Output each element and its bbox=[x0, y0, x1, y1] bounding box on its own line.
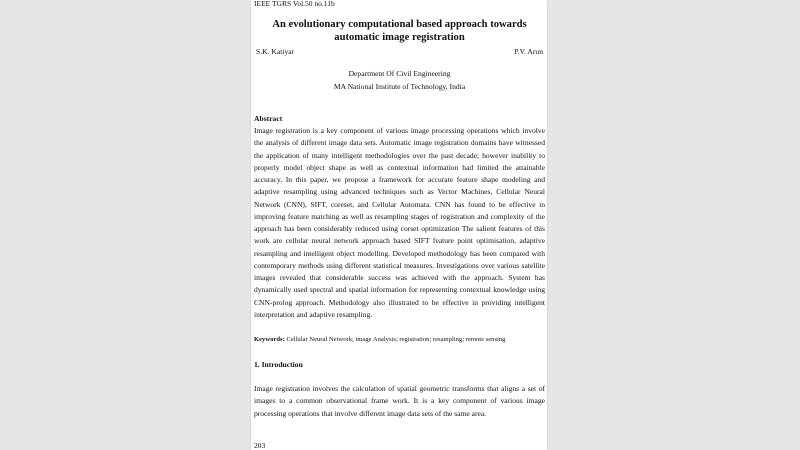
journal-header: IEEE TGRS Vol.50 no.11b bbox=[254, 0, 335, 8]
affiliation-institute: MA National Institute of Technology, India bbox=[333, 81, 466, 91]
document-page bbox=[251, 0, 547, 450]
affiliation bbox=[254, 68, 545, 93]
author-1: S.K. Katiyar bbox=[256, 47, 295, 56]
paper-title: An evolutionary computational based approach towards automatic image registration bbox=[272, 19, 527, 43]
keywords-label: Keywords: bbox=[254, 336, 285, 343]
introduction-text: Image registration involves the calculation of spatial geometric transforms that aligns a set of images to a common observational frame work. It is a key component of various image processing operations that involve different image data sets of the same area. bbox=[254, 384, 545, 418]
page-content bbox=[254, 0, 545, 420]
keywords-text: Cellular Neural Network; image Analysis; registration; resampling; remote sensing bbox=[286, 336, 506, 343]
page-number: 203 bbox=[254, 441, 266, 450]
author-2: P.V. Arun bbox=[514, 47, 543, 56]
abstract-text: Image registration is a key component of various image processing operations which involve the analysis of different image data sets. Automatic image registration domains have witnessed the application of many intelligent methodologies over the past decade; however inability to properly model object shape as well as contextual information had limited the attainable accuracy. In this paper, we propose a framework for accurate feature shape modeling and adaptive resampling using advanced techniques such as Vector Machines, Cellular Neural Network (CNN), SIFT, coreset, and Cellular Automata. CNN has found to be effective in improving feature matching as well as resampling stages of registration and complexity of the approach has been considerably reduced using corset optimization The salient features of this work are cellular neural network approach based SIFT feature point optimisation, adaptive resampling and intelligent object modelling. Developed methodology has been compared with contemporary methods using different statistical measures. Investigations over various satellite images revealed that considerable success was achieved with the approach. System has dynamically used spectral and spatial information for representing contextual knowledge using CNN-prolog approach. Methodology also illustrated to be effective in providing intelligent interpretation and adaptive resampling. bbox=[254, 126, 545, 319]
author-line bbox=[254, 47, 545, 56]
affiliation-department: Department Of Civil Engineering bbox=[348, 69, 451, 78]
abstract-heading: Abstract bbox=[254, 114, 283, 123]
section-heading-introduction: 1. Introduction bbox=[254, 360, 303, 369]
keywords bbox=[254, 335, 545, 344]
